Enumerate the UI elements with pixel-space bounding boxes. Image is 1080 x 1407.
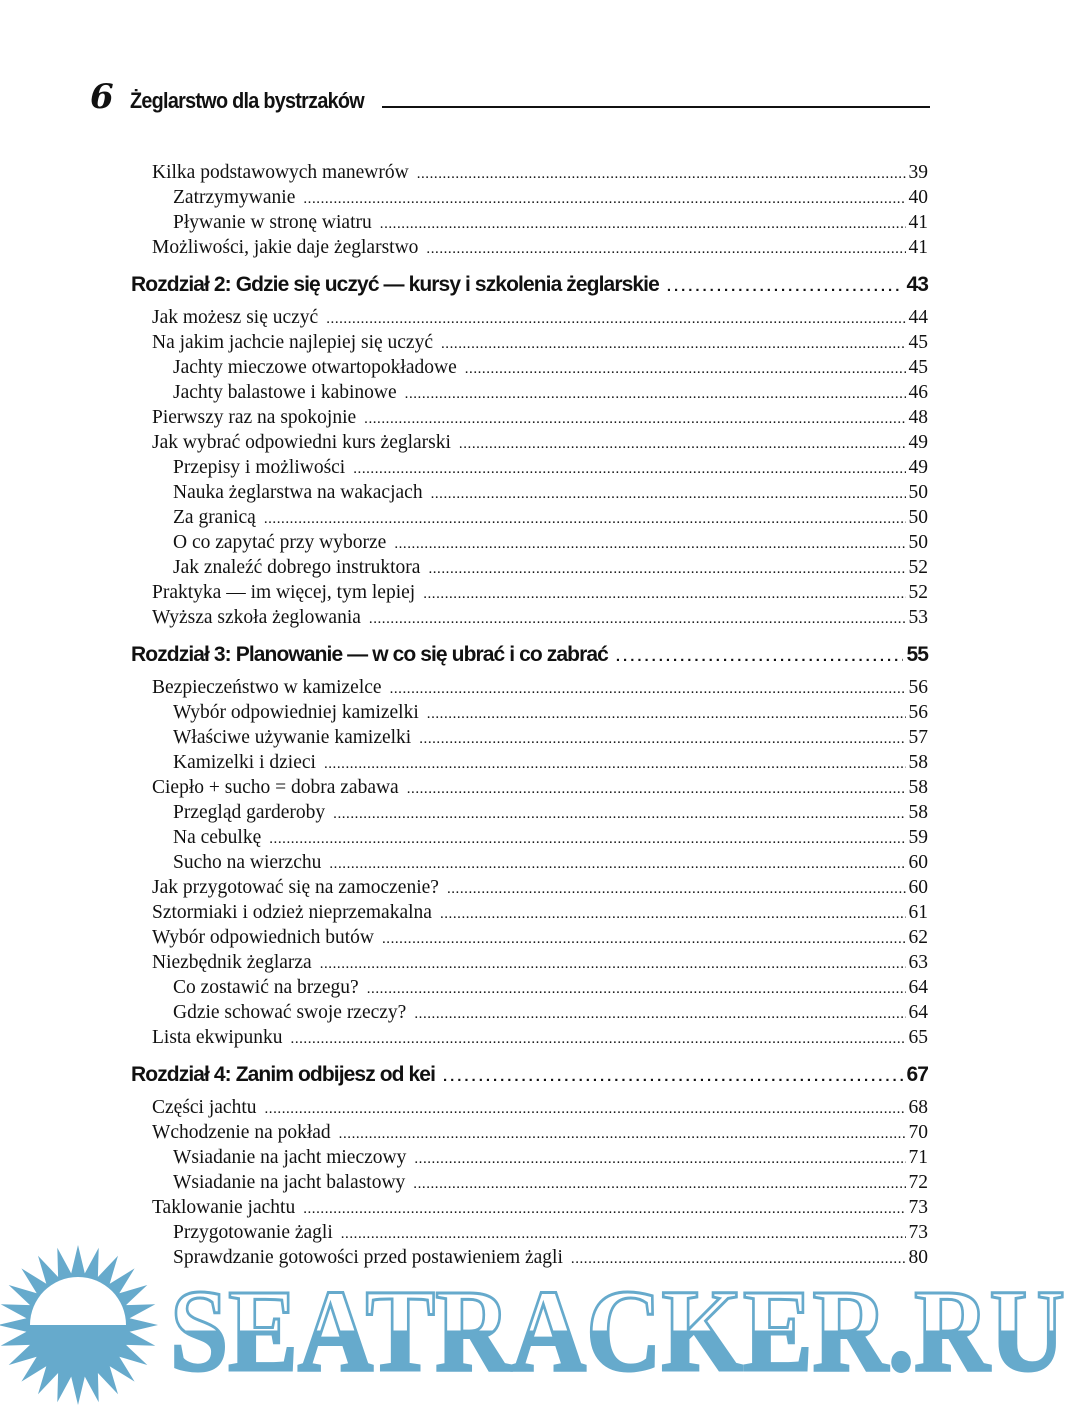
toc-title: Wybór odpowiednich butów xyxy=(152,927,374,948)
toc-title: Jak znaleźć dobrego instruktora xyxy=(173,557,421,578)
toc-page: 64 xyxy=(908,977,928,998)
toc-page: 73 xyxy=(908,1222,928,1243)
toc-title: Jachty balastowe i kabinowe xyxy=(173,382,397,403)
toc-entry xyxy=(131,1025,928,1050)
toc-title: Wchodzenie na pokład xyxy=(152,1122,331,1143)
watermark-text: SEATRACKER.RU xyxy=(170,1265,1065,1396)
dot-leader xyxy=(367,975,906,1002)
dot-leader xyxy=(264,505,906,532)
toc-page: 60 xyxy=(908,852,928,873)
dot-leader xyxy=(616,642,904,669)
toc-title: Jak przygotować się na zamoczenie? xyxy=(152,877,439,898)
toc-page: 55 xyxy=(906,643,928,666)
dot-leader xyxy=(441,330,906,357)
toc-entry xyxy=(131,975,928,1000)
toc-title: Sucho na wierzchu xyxy=(173,852,322,873)
toc-entry xyxy=(131,305,928,330)
toc-entry xyxy=(131,555,928,580)
toc-title: Możliwości, jakie daje żeglarstwo xyxy=(152,237,419,258)
dot-leader xyxy=(364,405,905,432)
toc-entry xyxy=(131,505,928,530)
toc-title: Zatrzymywanie xyxy=(173,187,296,208)
toc-entry xyxy=(131,405,928,430)
toc-chapter xyxy=(131,642,928,668)
toc-chapter xyxy=(131,272,928,298)
toc-title: Właściwe używanie kamizelki xyxy=(173,727,412,748)
toc-title: Nauka żeglarstwa na wakacjach xyxy=(173,482,423,503)
toc-entry xyxy=(131,160,928,185)
dot-leader xyxy=(382,925,906,952)
toc-title: Wybór odpowiedniej kamizelki xyxy=(173,702,419,723)
toc-entry xyxy=(131,1145,928,1170)
toc-title: Wyższa szkoła żeglowania xyxy=(152,607,361,628)
toc-entry xyxy=(131,1220,928,1245)
toc-title: Na cebulkę xyxy=(173,827,262,848)
dot-leader xyxy=(380,210,906,237)
toc-entry xyxy=(131,185,928,210)
toc-title: Na jakim jachcie najlepiej się uczyć xyxy=(152,332,433,353)
toc-title: Jak wybrać odpowiedni kurs żeglarski xyxy=(152,432,451,453)
dot-leader xyxy=(428,555,905,582)
toc-page: 43 xyxy=(906,273,928,296)
toc-page: 48 xyxy=(908,407,928,428)
toc-title: Niezbędnik żeglarza xyxy=(152,952,312,973)
toc-title: O co zapytać przy wyborze xyxy=(173,532,387,553)
toc-entry xyxy=(131,1195,928,1220)
toc-title: Bezpieczeństwo w kamizelce xyxy=(152,677,382,698)
toc-entry xyxy=(131,875,928,900)
dot-leader xyxy=(459,430,906,457)
dot-leader xyxy=(447,875,906,902)
dot-leader xyxy=(407,775,906,802)
dot-leader xyxy=(431,480,906,507)
toc-page: 58 xyxy=(908,752,928,773)
toc-title: Pierwszy raz na spokojnie xyxy=(152,407,357,428)
toc-page: 45 xyxy=(908,357,928,378)
watermark-logo xyxy=(0,1245,1080,1407)
toc-page: 44 xyxy=(908,307,928,328)
toc-entry xyxy=(131,530,928,555)
dot-leader xyxy=(426,235,905,262)
toc-title: Jak możesz się uczyć xyxy=(152,307,319,328)
toc-entry xyxy=(131,1120,928,1145)
dot-leader xyxy=(265,1095,906,1122)
toc-title: Rozdział 3: Planowanie — w co się ubrać i co zabrać xyxy=(131,643,608,666)
dot-leader xyxy=(303,185,905,212)
toc-page: 49 xyxy=(908,432,928,453)
toc-page: 80 xyxy=(908,1247,928,1268)
toc-entry xyxy=(131,210,928,235)
dot-leader xyxy=(269,825,905,852)
table-of-contents xyxy=(131,160,928,1270)
toc-page: 52 xyxy=(908,557,928,578)
toc-entry xyxy=(131,850,928,875)
toc-page: 73 xyxy=(908,1197,928,1218)
toc-entry xyxy=(131,725,928,750)
toc-page: 58 xyxy=(908,777,928,798)
toc-page: 64 xyxy=(908,1002,928,1023)
toc-page: 50 xyxy=(908,482,928,503)
toc-title: Rozdział 4: Zanim odbijesz od kei xyxy=(131,1063,436,1086)
toc-page: 61 xyxy=(908,902,928,923)
toc-page: 59 xyxy=(908,827,928,848)
book-title: Żeglarstwo dla bystrzaków xyxy=(130,88,364,113)
dot-leader xyxy=(423,580,905,607)
toc-title: Lista ekwipunku xyxy=(152,1027,283,1048)
dot-leader xyxy=(414,1000,905,1027)
toc-title: Wsiadanie na jacht balastowy xyxy=(173,1172,406,1193)
toc-title: Przepisy i możliwości xyxy=(173,457,346,478)
toc-entry xyxy=(131,1095,928,1120)
toc-title: Części jachtu xyxy=(152,1097,257,1118)
toc-entry xyxy=(131,380,928,405)
dot-leader xyxy=(427,700,906,727)
toc-title: Gdzie schować swoje rzeczy? xyxy=(173,1002,407,1023)
dot-leader xyxy=(329,850,905,877)
dot-leader xyxy=(324,750,906,777)
toc-entry xyxy=(131,235,928,260)
toc-title: Przegląd garderoby xyxy=(173,802,326,823)
dot-leader xyxy=(465,355,906,382)
toc-entry xyxy=(131,330,928,355)
toc-page: 39 xyxy=(908,162,928,183)
toc-entry xyxy=(131,355,928,380)
toc-entry xyxy=(131,430,928,455)
toc-entry xyxy=(131,675,928,700)
dot-leader xyxy=(291,1025,906,1052)
toc-page: 41 xyxy=(908,237,928,258)
toc-entry xyxy=(131,775,928,800)
toc-entry xyxy=(131,580,928,605)
dot-leader xyxy=(394,530,905,557)
toc-entry xyxy=(131,900,928,925)
toc-page: 60 xyxy=(908,877,928,898)
toc-title: Taklowanie jachtu xyxy=(152,1197,296,1218)
toc-page: 41 xyxy=(908,212,928,233)
toc-entry xyxy=(131,950,928,975)
dot-leader xyxy=(414,1145,905,1172)
header-rule xyxy=(382,106,930,108)
toc-entry xyxy=(131,825,928,850)
toc-page: 63 xyxy=(908,952,928,973)
dot-leader xyxy=(353,455,905,482)
dot-leader xyxy=(341,1220,906,1247)
toc-page: 57 xyxy=(908,727,928,748)
toc-title: Rozdział 2: Gdzie się uczyć — kursy i szkolenia żeglarskie xyxy=(131,273,659,296)
dot-leader xyxy=(333,800,905,827)
toc-page: 46 xyxy=(908,382,928,403)
toc-title: Wsiadanie na jacht mieczowy xyxy=(173,1147,407,1168)
dot-leader xyxy=(440,900,906,927)
toc-page: 70 xyxy=(908,1122,928,1143)
toc-page: 52 xyxy=(908,582,928,603)
sun-icon xyxy=(0,1245,158,1405)
dot-leader xyxy=(390,675,906,702)
toc-page: 56 xyxy=(908,702,928,723)
toc-page: 49 xyxy=(908,457,928,478)
toc-title: Praktyka — im więcej, tym lepiej xyxy=(152,582,416,603)
dot-leader xyxy=(667,272,904,299)
toc-entry xyxy=(131,750,928,775)
toc-title: Pływanie w stronę wiatru xyxy=(173,212,372,233)
toc-page: 72 xyxy=(908,1172,928,1193)
toc-title: Sztormiaki i odzież nieprzemakalna xyxy=(152,902,432,923)
dot-leader xyxy=(413,1170,905,1197)
toc-page: 50 xyxy=(908,507,928,528)
toc-title: Co zostawić na brzegu? xyxy=(173,977,359,998)
toc-entry xyxy=(131,800,928,825)
toc-entry xyxy=(131,605,928,630)
toc-page: 53 xyxy=(908,607,928,628)
toc-title: Sprawdzanie gotowości przed postawieniem żagli xyxy=(173,1247,563,1268)
dot-leader xyxy=(443,1062,903,1089)
toc-title: Przygotowanie żagli xyxy=(173,1222,333,1243)
toc-entry xyxy=(131,1000,928,1025)
toc-entry xyxy=(131,1170,928,1195)
toc-title: Jachty mieczowe otwartopokładowe xyxy=(173,357,457,378)
toc-page: 40 xyxy=(908,187,928,208)
dot-leader xyxy=(320,950,906,977)
toc-chapter xyxy=(131,1062,928,1088)
dot-leader xyxy=(417,160,906,187)
toc-page: 56 xyxy=(908,677,928,698)
toc-entry xyxy=(131,700,928,725)
toc-entry xyxy=(131,480,928,505)
toc-page: 71 xyxy=(908,1147,928,1168)
dot-leader xyxy=(339,1120,906,1147)
toc-page: 62 xyxy=(908,927,928,948)
toc-title: Kilka podstawowych manewrów xyxy=(152,162,409,183)
page-number: 6 xyxy=(90,77,114,117)
toc-page: 50 xyxy=(908,532,928,553)
toc-page: 68 xyxy=(908,1097,928,1118)
toc-page: 58 xyxy=(908,802,928,823)
toc-entry xyxy=(131,925,928,950)
toc-title: Ciepło + sucho = dobra zabawa xyxy=(152,777,399,798)
dot-leader xyxy=(405,380,906,407)
toc-title: Kamizelki i dzieci xyxy=(173,752,316,773)
toc-title: Za granicą xyxy=(173,507,256,528)
dot-leader xyxy=(326,305,905,332)
page-header xyxy=(90,74,930,117)
toc-entry xyxy=(131,455,928,480)
dot-leader xyxy=(369,605,906,632)
dot-leader xyxy=(419,725,905,752)
toc-page: 67 xyxy=(906,1063,928,1086)
toc-page: 65 xyxy=(908,1027,928,1048)
toc-page: 45 xyxy=(908,332,928,353)
dot-leader xyxy=(303,1195,905,1222)
